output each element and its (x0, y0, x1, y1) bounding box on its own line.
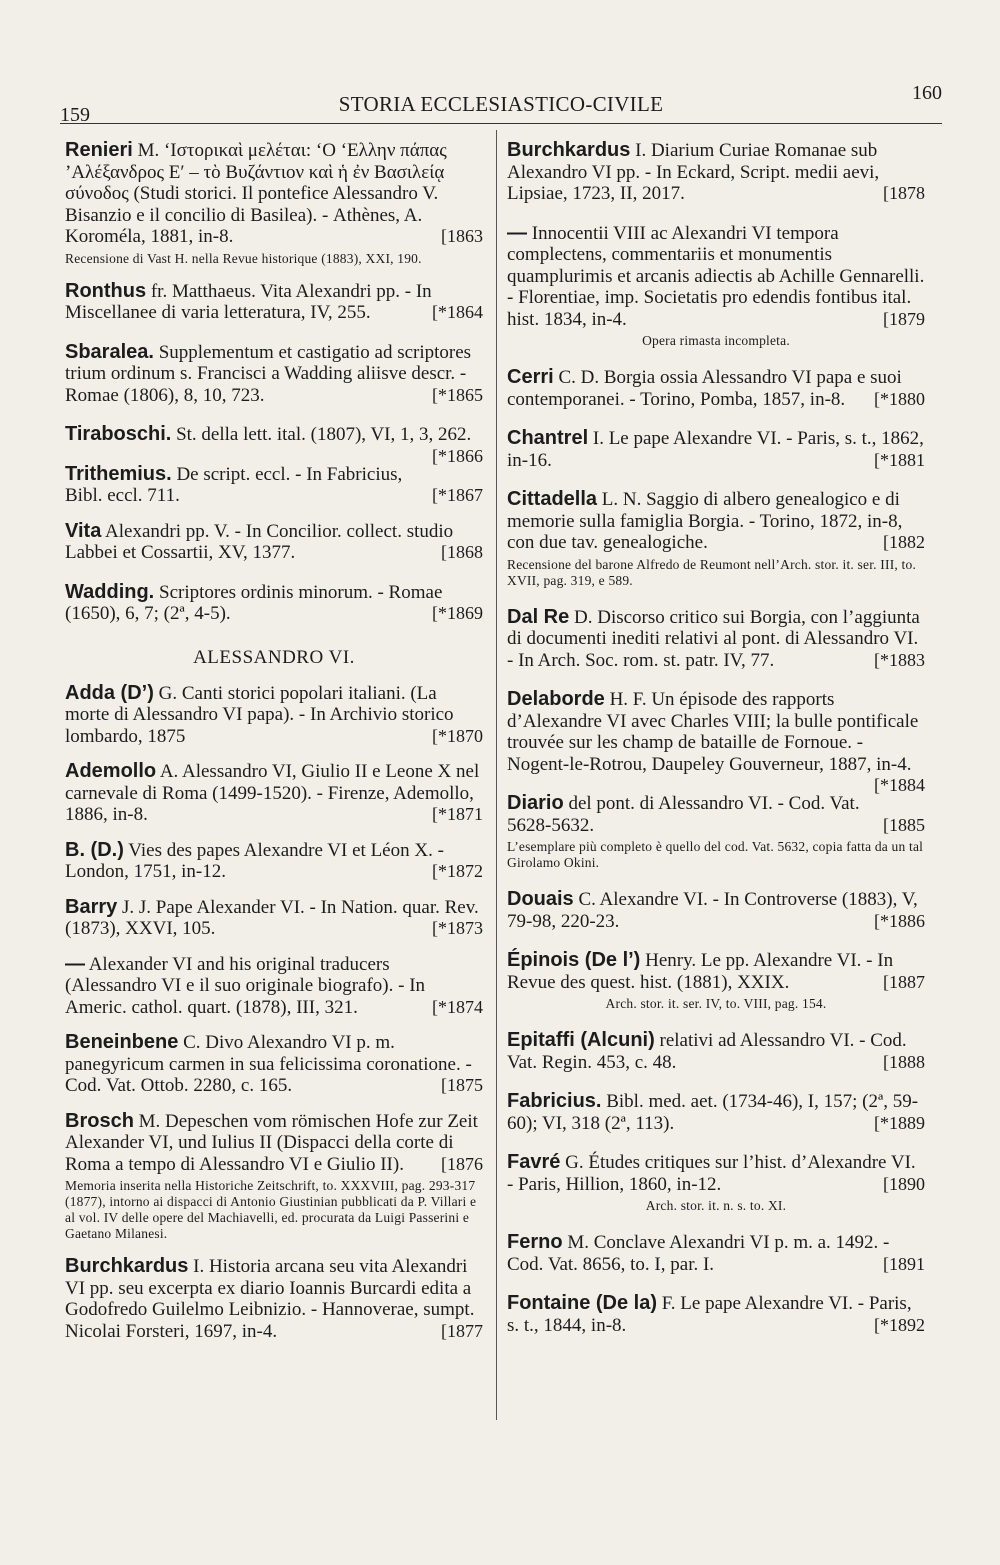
bibliography-entry (65, 140, 483, 248)
bibliography-entry (65, 761, 483, 826)
page-number-left: 159 (60, 104, 90, 126)
entry-author: Sbaralea. (65, 340, 154, 363)
bibliography-entry (507, 367, 925, 410)
entry-number: [*1874 (432, 996, 483, 1017)
entry-author: Epitaffi (Alcuni) (507, 1029, 655, 1051)
entry-text: C. Alexandre VI. - In Controverse (1883), V, 79-98, 220-23. (507, 889, 918, 932)
section-heading: ALESSANDRO VI. (193, 646, 355, 668)
entry-number: [*1892 (874, 1314, 925, 1335)
entry-author: Brosch (65, 1109, 134, 1132)
entry-author: B. (D.) (65, 838, 124, 861)
bibliography-entry (507, 889, 925, 932)
bibliography-entry (65, 423, 483, 466)
bibliography-entry (65, 1256, 483, 1342)
bibliography-entry (65, 954, 483, 1019)
bibliography-entry (65, 521, 483, 564)
entry-number: [1890 (883, 1173, 925, 1194)
entry-author: Diario (507, 792, 564, 814)
entry-author: Ferno (507, 1231, 563, 1253)
entry-text: M. Depeschen vom römischen Hofe zur Zeit Alexander VI, und Iulius II (Dispacci della corte di Roma a tempo di Alessandro VI e Giulio II). (65, 1110, 478, 1175)
entry-number: [*1886 (874, 910, 925, 931)
entry-author: — (65, 952, 85, 975)
entry-text: A. Alessandro VI, Giulio II e Leone X nel carnevale di Roma (1499-1520). - Firenze, Ademollo, 1886, in-8. (65, 761, 480, 825)
entry-note: Recensione del barone Alfredo de Reumont nell’Arch. stor. it. ser. III, to. XVII, pag. 319, e 589. (507, 556, 917, 588)
running-title: STORIA ECCLESIASTICO-CIVILE (338, 92, 664, 116)
bibliography-entry (507, 607, 925, 672)
entry-text: D. Discorso critico sui Borgia, con l’aggiunta di documenti inediti relativi al pont. di Alessandro VI. - In Arch. Soc. rom. st. patr. IV, 77. (507, 606, 920, 671)
entry-number: [1879 (883, 308, 925, 329)
entry-author: Cittadella (507, 488, 598, 510)
entry-number: [1875 (441, 1075, 483, 1095)
entry-author: Delaborde (507, 688, 605, 710)
entry-author: Favré (507, 1151, 561, 1173)
entry-number: [*1870 (432, 725, 483, 746)
entry-number: [*1867 (432, 485, 483, 505)
entry-author: Fabricius. (507, 1090, 602, 1112)
entry-author: Renieri (65, 139, 133, 161)
left-entries-before (65, 140, 483, 625)
entry-author: Barry (65, 895, 118, 918)
entry-note: Opera rimasta incompleta. (642, 333, 790, 348)
entry-number: [*1865 (432, 384, 483, 405)
entry-text: fr. Matthaeus. Vita Alexandri pp. - In Miscellanee di varia letteratura, IV, 255. (65, 280, 432, 323)
entry-note: Memoria inserita nella Historiche Zeitschrift, to. XXXVIII, pag. 293-317 (1877), intorno ai dispacci di Antonio Giustinian pubblicati da P. Villari e al vol. IV delle opere del Machiavelli, ed. procurata da Luigi Passerini e Gaetano Milanesi. (65, 1178, 477, 1241)
entry-note: L’esemplare più completo è quello del cod. Vat. 5632, copia fatta da un tal Girolamo Okini. (507, 839, 924, 870)
column-divider (496, 130, 497, 1420)
entry-number: [1885 (883, 814, 925, 835)
entry-text: relativi ad Alessandro VI. - Cod. Vat. Regin. 453, c. 48. (507, 1030, 907, 1073)
entry-text: Alexander VI and his original traducers (Alessandro VI e il suo originale biografo). - In Americ. cathol. quart. (1878), III, 321. (65, 953, 426, 1018)
entry-author: Adda (D’) (65, 681, 154, 704)
entry-number: [*1873 (432, 918, 483, 938)
entry-number: [1868 (441, 542, 483, 562)
entry-note: Arch. stor. it. n. s. to. XI. (645, 1198, 787, 1213)
bibliography-entry (507, 1152, 925, 1195)
bibliography-entry (507, 1293, 925, 1336)
entry-text: C. D. Borgia ossia Alessandro VI papa e suoi contemporanei. - Torino, Pomba, 1857, in-8. (507, 367, 902, 410)
bibliography-entry (507, 428, 925, 471)
entry-text: Vies des papes Alexandre VI et Léon X. - London, 1751, in-12. (65, 839, 444, 882)
bibliography-entry (507, 489, 925, 554)
entry-text: Supplementum et castigatio ad scriptores trium ordinum s. Francisci a Wadding aliisve descr. - Romae (1806), 8, 10, 723. (65, 341, 472, 406)
bibliography-entry (65, 897, 483, 940)
entry-number: [1882 (883, 532, 925, 552)
bibliography-entry (507, 140, 925, 205)
entry-author: Ademollo (65, 760, 157, 782)
entry-author: Fontaine (De la) (507, 1292, 658, 1314)
entry-text: Henry. Le pp. Alexandre VI. - In Revue des quest. hist. (1881), XXIX. (507, 950, 894, 993)
entry-author: Douais (507, 888, 574, 910)
entry-author: Épinois (De l’) (507, 949, 641, 971)
entry-text: I. Historia arcana seu vita Alexandri VI pp. seu excerpta ex diario Ioannis Burcardi edita a Godofredo Guilelmo Leibnizio. - Hannoverae, sumpt. Nicolai Forsteri, 1697, in-4. (65, 1256, 475, 1342)
entry-number: [1877 (441, 1320, 483, 1341)
entry-text: Bibl. med. aet. (1734-46), I, 157; (2ª, 59-60); VI, 318 (2ª, 113). (507, 1091, 919, 1134)
entry-text: I. Diarium Curiae Romanae sub Alexandro VI pp. - In Eckard, Script. medii aevi, Lipsiae, 1723, II, 2017. (507, 140, 880, 204)
entry-number: [1863 (441, 226, 483, 246)
entry-text: G. Canti storici popolari italiani. (La morte di Alessandro VI papa). - In Archivio storico lombardo, 1875 (65, 682, 454, 747)
entry-text: St. della lett. ital. (1807), VI, 1, 3, 262. (171, 424, 472, 445)
entry-author: Ronthus (65, 279, 147, 302)
bibliography-entry (507, 1091, 925, 1134)
page-number-right: 160 (912, 82, 942, 104)
entry-number: [*1883 (874, 649, 925, 670)
entry-number: [*1889 (874, 1112, 925, 1133)
bibliography-entry (507, 950, 925, 993)
entry-author: Trithemius. (65, 462, 172, 485)
entry-number: [*1881 (874, 449, 925, 470)
left-column (65, 140, 483, 1342)
entry-number: [1891 (883, 1253, 925, 1274)
right-column (507, 140, 925, 1336)
bibliography-entry (65, 464, 483, 507)
bibliography-entry (507, 688, 925, 795)
entry-note: Arch. stor. it. ser. IV, to. VIII, pag. 154. (605, 996, 827, 1011)
entry-text: H. F. Un épisode des rapports d’Alexandre VI avec Charles VIII; la bulle pontificale trouvée sur les champ de bataille de Fornoue. - Nogent-le-Rotrou, Daupeley Gouverneur, 1887, in-4. (507, 689, 919, 775)
entry-author: Burchkardus (507, 139, 631, 161)
entry-text: L. N. Saggio di albero genealogico e di memorie sulla famiglia Borgia. - Torino, 1872, in-8, con due tav. genealogiche. (507, 489, 903, 553)
entry-text: Alexandri pp. V. - In Concilior. collect. studio Labbei et Cossartii, XV, 1377. (65, 520, 454, 563)
header-rule (60, 123, 942, 124)
bibliography-entry (507, 793, 925, 836)
entry-author: — (507, 221, 527, 244)
entry-note: Recensione di Vast H. nella Revue historique (1883), XXI, 190. (65, 250, 422, 266)
entry-number: [*1880 (874, 388, 925, 409)
entry-author: Burchkardus (65, 1255, 189, 1277)
bibliography-entry (507, 223, 925, 331)
bibliography-entry (507, 1232, 925, 1275)
bibliography-entry (65, 1032, 483, 1097)
entry-text: F. Le pape Alexandre VI. - Paris, s. t., 1844, in-8. (507, 1293, 912, 1336)
entry-text: De script. eccl. - In Fabricius, Bibl. eccl. 711. (65, 463, 403, 506)
entry-number: [*1871 (432, 804, 483, 824)
bibliography-entry (65, 1111, 483, 1176)
entry-text: Scriptores ordinis minorum. - Romae (1650), 6, 7; (2ª, 4-5). (65, 581, 443, 624)
entry-number: [1876 (441, 1153, 483, 1174)
entry-author: Vita (65, 519, 102, 542)
entry-number: [1887 (883, 971, 925, 992)
entry-number: [1888 (883, 1051, 925, 1072)
entry-text: G. Études critiques sur l’hist. d’Alexandre VI. - Paris, Hillion, 1860, in-12. (507, 1152, 916, 1195)
entry-text: C. Divo Alexandro VI p. m. panegyricum carmen in sua felicissima coronatione. - Cod. Vat. Ottob. 2280, c. 165. (65, 1032, 472, 1096)
entry-number: [*1884 (874, 775, 925, 795)
entry-number: [*1872 (432, 861, 483, 881)
page-header (60, 82, 942, 126)
entry-number: [*1864 (432, 302, 483, 322)
bibliography-entry (65, 840, 483, 883)
entry-number: [*1866 (432, 445, 483, 466)
entry-author: Cerri (507, 366, 554, 388)
entry-number: [*1869 (432, 603, 483, 623)
entry-author: Wadding. (65, 580, 155, 603)
left-entries-after (65, 683, 483, 1343)
entry-text: del pont. di Alessandro VI. - Cod. Vat. 5628-5632. (507, 793, 860, 836)
entry-text: M. ‘Ιστορικαὶ μελέται: ‘Ο ‘Ελλην πάπας ’Αλέξανδρος Ε′ – τὸ Βυζάντιον καὶ ἡ ἐν Βασιλείᾳ σύνοδος (Studi storici. Il pontefice Alessandro V. Bisanzio e il concilio di Basilea). - Athènes, A. Koroméla, 1881, in-8. (65, 140, 447, 247)
entry-author: Chantrel (507, 427, 589, 449)
bibliography-entry (65, 342, 483, 407)
entry-author: Beneinbene (65, 1031, 179, 1053)
bibliography-entry (65, 281, 483, 324)
bibliography-entry (65, 582, 483, 625)
entry-text: Innocentii VIII ac Alexandri VI tempora complectens, commentariis et monumentis quamplurimis et arcanis adiectis ab Achille Gennarelli. - Florentiae, imp. Societatis pro edendis fontibus ital. hist. 1834, in-4. (507, 222, 925, 330)
entry-author: Dal Re (507, 605, 570, 628)
bibliography-entry (507, 1030, 925, 1073)
entry-text: I. Le pape Alexandre VI. - Paris, s. t., 1862, in-16. (507, 428, 924, 471)
entry-author: Tiraboschi. (65, 423, 172, 445)
bibliography-entry (65, 683, 483, 748)
entry-number: [1878 (883, 183, 925, 203)
entry-text: M. Conclave Alexandri VI p. m. a. 1492. - Cod. Vat. 8656, to. I, par. I. (507, 1232, 890, 1275)
entry-text: J. J. Pape Alexander VI. - In Nation. quar. Rev. (1873), XXVI, 105. (65, 896, 479, 939)
